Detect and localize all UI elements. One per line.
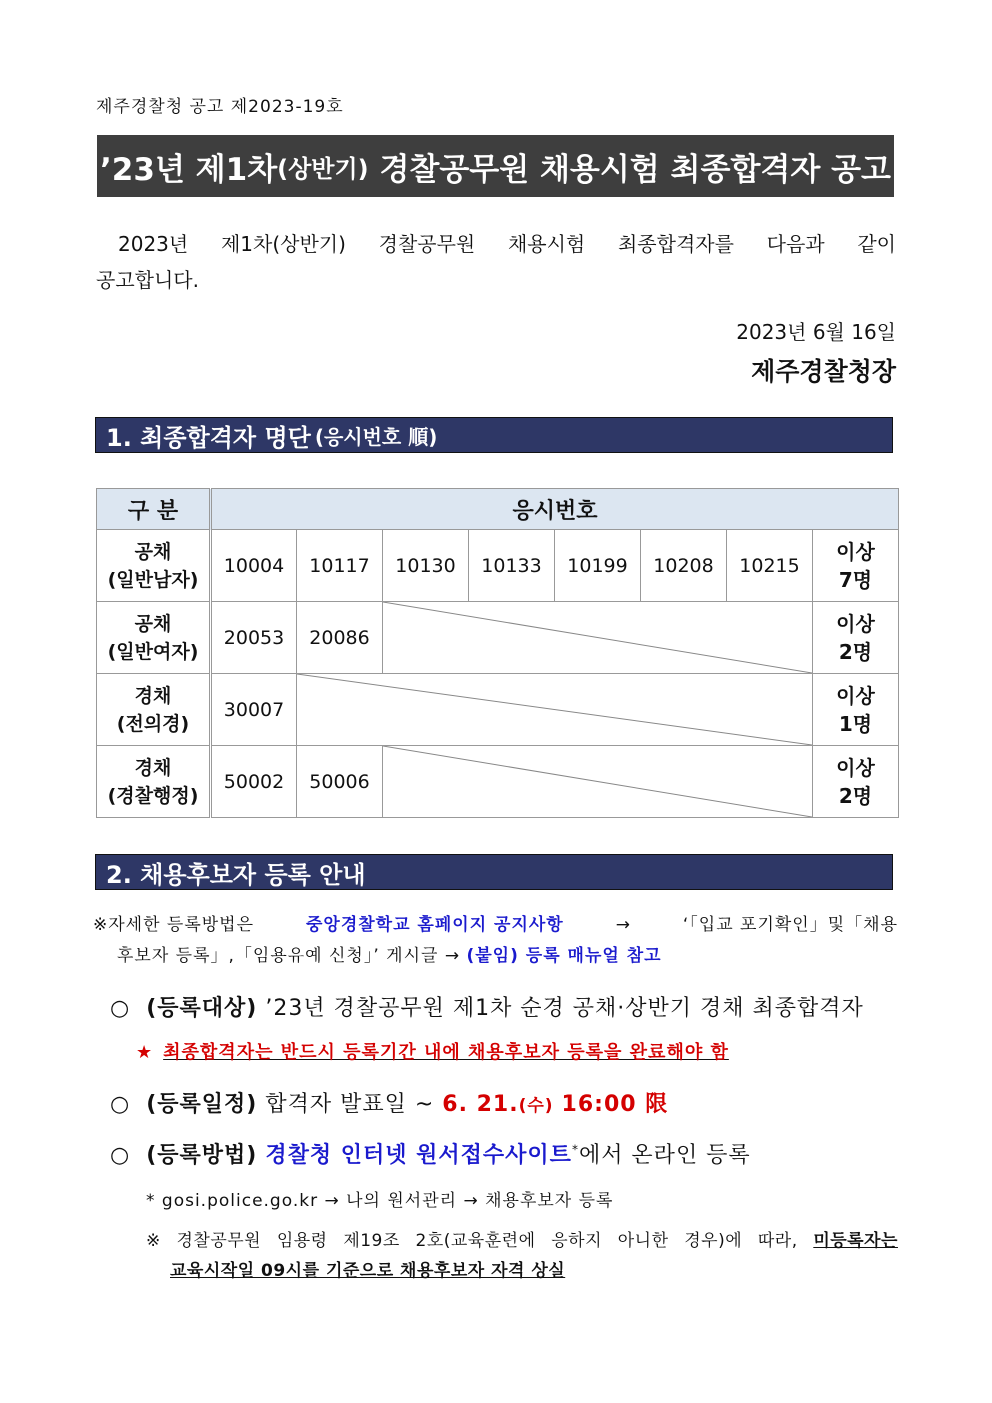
intro-word: 최종합격자를 bbox=[617, 232, 734, 256]
section2-header bbox=[95, 854, 893, 890]
count-label: 이상 bbox=[836, 611, 875, 636]
category-cell bbox=[97, 746, 211, 818]
intro-paragraph bbox=[96, 226, 896, 298]
rule-word: 아니한 bbox=[617, 1231, 669, 1251]
count-label: 이상 bbox=[836, 539, 875, 564]
issuer: 제주경찰청장 bbox=[751, 357, 896, 386]
method-label: (등록방법) bbox=[146, 1143, 258, 1168]
footnote-mark: * bbox=[571, 1142, 579, 1157]
category-cell bbox=[97, 602, 211, 674]
arrow-icon: → bbox=[615, 915, 631, 935]
applicant-number: 10004 bbox=[211, 530, 297, 602]
applicant-number: 30007 bbox=[211, 674, 297, 746]
intro-word: 다음과 bbox=[766, 232, 825, 256]
warning-line bbox=[136, 1038, 729, 1064]
empty-slot-cell bbox=[297, 674, 813, 746]
table-row bbox=[97, 602, 899, 674]
empty-slot-cell bbox=[383, 746, 813, 818]
rule-word: 응하지 bbox=[551, 1231, 602, 1251]
star-icon: ★ bbox=[136, 1042, 154, 1063]
applicant-number: 50006 bbox=[297, 746, 383, 818]
target-text: ’23년 경찰공무원 제1차 순경 공채·상반기 경채 최종합격자 bbox=[265, 996, 864, 1021]
category-group: (전의경) bbox=[116, 712, 190, 735]
category-type: 경채 bbox=[134, 756, 172, 779]
rule-word: 임용령 bbox=[276, 1231, 328, 1251]
intro-word: 같이 bbox=[857, 232, 896, 256]
method-text: 에서 온라인 등록 bbox=[578, 1143, 751, 1168]
warning-text: 최종합격자는 반드시 등록기간 내에 채용후보자 등록을 완료해야 함 bbox=[163, 1042, 729, 1063]
reference-note bbox=[93, 910, 898, 972]
section1-subtitle: (응시번호 順) bbox=[314, 424, 438, 449]
header-category: 구 분 bbox=[97, 489, 211, 530]
rule-word: 따라, bbox=[757, 1231, 798, 1251]
reference-mark: ※ bbox=[93, 915, 109, 935]
table-row bbox=[97, 674, 899, 746]
count-label: 이상 bbox=[836, 755, 875, 780]
deadline-time: 16:00 限 bbox=[561, 1092, 669, 1117]
diagonal-line bbox=[383, 746, 812, 817]
reference-text-a: 자세한 등록방법은 bbox=[108, 915, 255, 935]
deadline-date: 6. 21. bbox=[442, 1092, 519, 1117]
count-value: 2명 bbox=[838, 639, 873, 664]
intro-line2: 공고합니다. bbox=[96, 268, 199, 292]
rule-line2: 교육시작일 09시를 기준으로 채용후보자 자격 상실 bbox=[170, 1261, 566, 1281]
rule-bold: 미등록자는 bbox=[813, 1231, 898, 1251]
rule-word: 경찰공무원 bbox=[176, 1231, 262, 1251]
count-value: 2명 bbox=[838, 783, 873, 808]
bullet-schedule bbox=[110, 1087, 668, 1118]
category-group: (일반남자) bbox=[107, 568, 199, 591]
intro-word: 2023년 bbox=[118, 232, 189, 256]
deadline-day: (수) bbox=[518, 1096, 554, 1116]
result-table bbox=[96, 488, 899, 818]
applicant-number: 10215 bbox=[727, 530, 813, 602]
rule-word: 2호(교육훈련에 bbox=[415, 1231, 536, 1251]
reference-text-d: ‘「입교 포기확인」및「채용 bbox=[682, 915, 898, 935]
rule-line1 bbox=[146, 1226, 898, 1256]
section1-header bbox=[95, 417, 893, 453]
applicant-number: 20053 bbox=[211, 602, 297, 674]
notice-date: 2023년 6월 16일 bbox=[736, 320, 896, 344]
count-cell bbox=[813, 530, 899, 602]
table-row bbox=[97, 530, 899, 602]
category-cell bbox=[97, 674, 211, 746]
category-group: (경찰행정) bbox=[107, 784, 199, 807]
circle-bullet-icon: ○ bbox=[110, 996, 131, 1021]
header-numbers: 응시번호 bbox=[211, 489, 899, 530]
rule-word: 경우)에 bbox=[684, 1231, 743, 1251]
intro-line1 bbox=[96, 226, 896, 262]
category-type: 경채 bbox=[134, 684, 172, 707]
table-row bbox=[97, 746, 899, 818]
category-cell bbox=[97, 530, 211, 602]
count-value: 1명 bbox=[838, 711, 873, 736]
bullet-method bbox=[110, 1138, 751, 1169]
applicant-number: 50002 bbox=[211, 746, 297, 818]
rule-mark: ※ bbox=[146, 1231, 161, 1251]
intro-word: 경찰공무원 bbox=[378, 232, 476, 256]
title-part1: ’23년 제1차 bbox=[100, 151, 278, 188]
rule-word: 제19조 bbox=[343, 1231, 400, 1251]
circle-bullet-icon: ○ bbox=[110, 1092, 131, 1117]
applicant-number: 20086 bbox=[297, 602, 383, 674]
intro-word: 채용시험 bbox=[507, 232, 586, 256]
academy-notice-link[interactable]: 중앙경찰학교 홈페이지 공지사항 bbox=[305, 915, 564, 935]
reference-text-l2a: 후보자 등록」,「임용유예 신청」’ 게시글 → bbox=[117, 946, 461, 966]
manual-attachment-link[interactable]: (붙임) 등록 매뉴얼 참고 bbox=[466, 946, 662, 966]
count-label: 이상 bbox=[836, 683, 875, 708]
target-label: (등록대상) bbox=[146, 996, 258, 1021]
count-cell bbox=[813, 674, 899, 746]
category-group: (일반여자) bbox=[107, 640, 199, 663]
category-type: 공채 bbox=[134, 612, 172, 635]
site-path-note: * gosi.police.go.kr → 나의 원서관리 → 채용후보자 등록 bbox=[146, 1191, 614, 1211]
title-part2: (상반기) bbox=[277, 154, 369, 183]
empty-slot-cell bbox=[383, 602, 813, 674]
intro-word: 제1차(상반기) bbox=[220, 232, 346, 256]
schedule-text: 합격자 발표일 ~ bbox=[265, 1092, 435, 1117]
applicant-number: 10133 bbox=[469, 530, 555, 602]
diagonal-line bbox=[297, 674, 812, 745]
notice-number: 제주경찰청 공고 제2023-19호 bbox=[96, 97, 344, 117]
applicant-number: 10130 bbox=[383, 530, 469, 602]
diagonal-line bbox=[383, 602, 812, 673]
applicant-number: 10208 bbox=[641, 530, 727, 602]
title-part3: 경찰공무원 채용시험 최종합격자 공고 bbox=[368, 151, 891, 188]
category-type: 공채 bbox=[134, 540, 172, 563]
section2-title: 2. 채용후보자 등록 안내 bbox=[106, 860, 366, 889]
circle-bullet-icon: ○ bbox=[110, 1143, 131, 1168]
rule-note bbox=[146, 1226, 898, 1286]
bullet-target bbox=[110, 991, 864, 1022]
applicant-number: 10117 bbox=[297, 530, 383, 602]
section1-title: 1. 최종합격자 명단 bbox=[106, 423, 311, 452]
applicant-number: 10199 bbox=[555, 530, 641, 602]
count-cell bbox=[813, 602, 899, 674]
schedule-label: (등록일정) bbox=[146, 1092, 258, 1117]
page-title bbox=[97, 135, 894, 197]
count-value: 7명 bbox=[838, 567, 873, 592]
application-site-link[interactable]: 경찰청 인터넷 원서접수사이트 bbox=[265, 1143, 572, 1168]
count-cell bbox=[813, 746, 899, 818]
